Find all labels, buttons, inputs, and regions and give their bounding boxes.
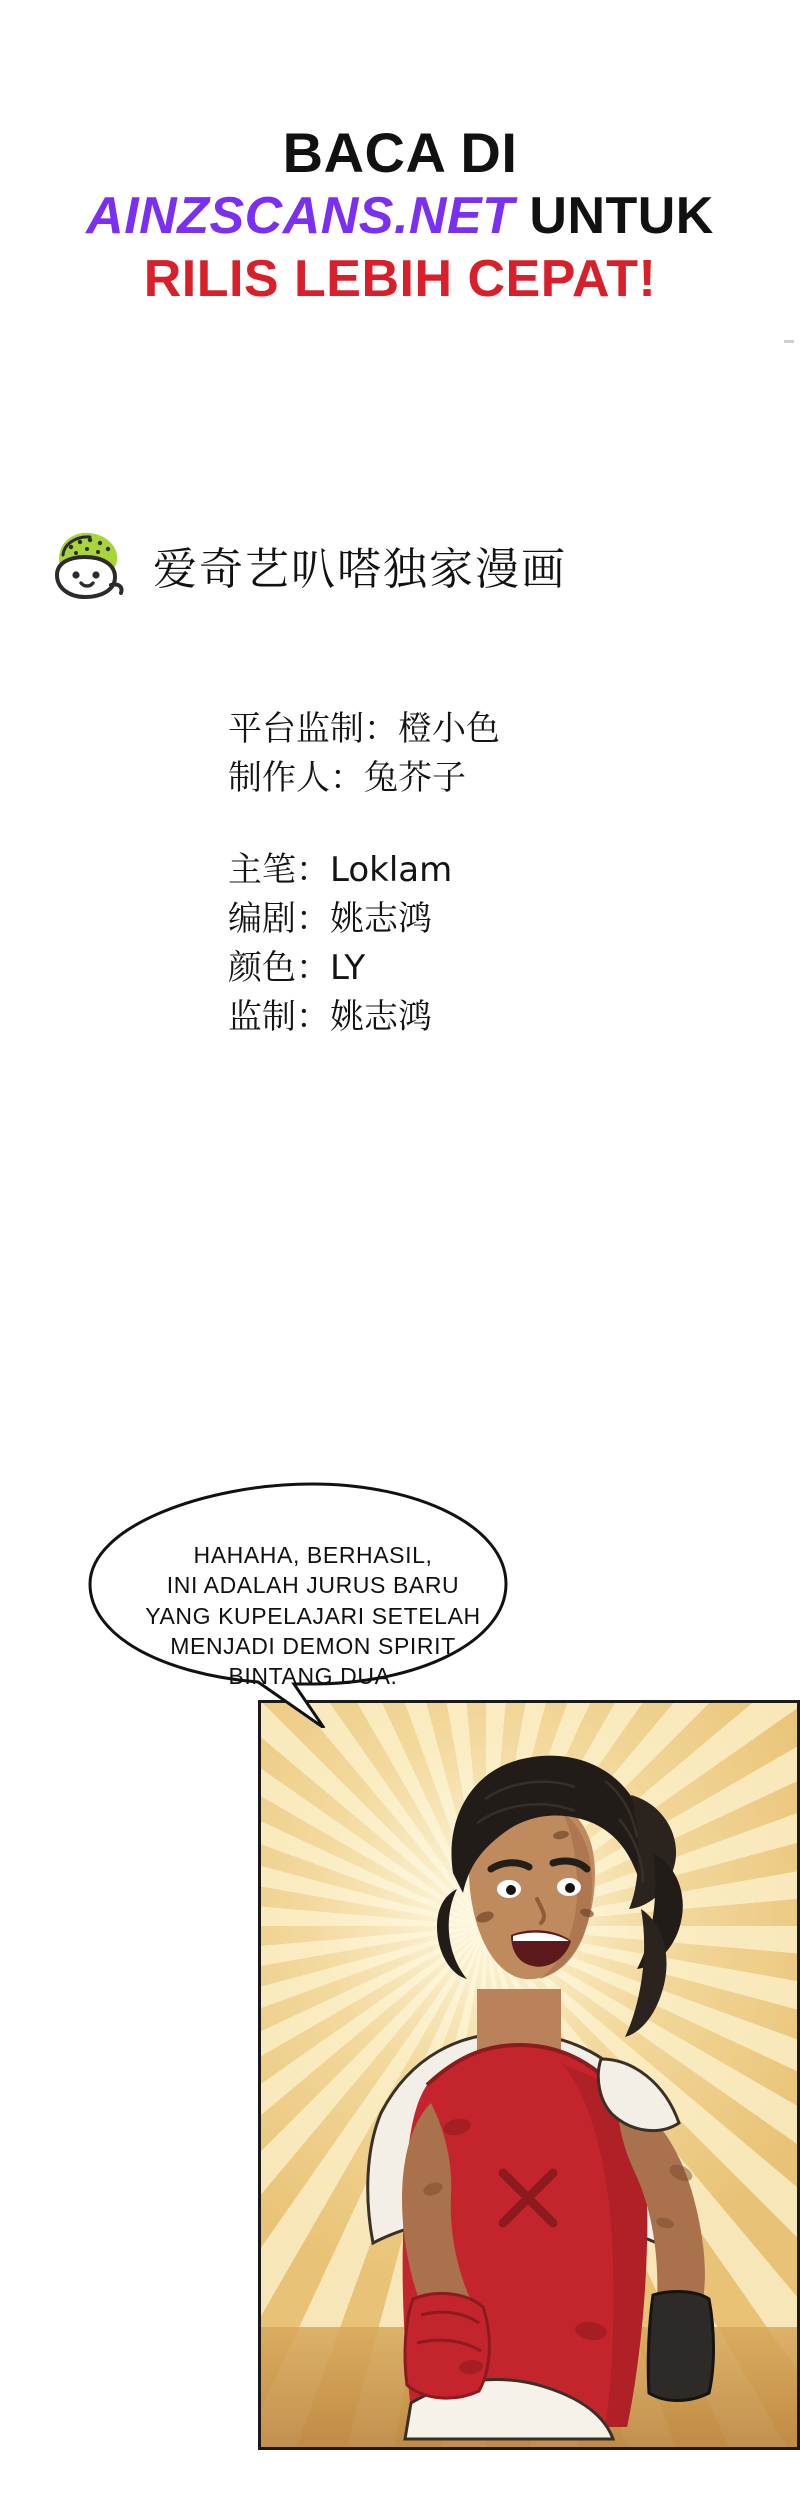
edge-artifact <box>784 340 794 343</box>
publisher-row <box>45 525 785 605</box>
comic-panel <box>258 1700 800 2450</box>
speech-bubble-text <box>122 1540 504 1692</box>
credit-line: 主笔：Loklam <box>228 849 453 890</box>
speech-bubble <box>62 1478 562 1728</box>
speech-line: MENJADI DEMON SPIRIT <box>170 1633 456 1660</box>
speech-line: YANG KUPELAJARI SETELAH <box>145 1602 481 1629</box>
character-artwork <box>261 1703 800 2450</box>
credits-block <box>228 705 748 1043</box>
banner-line-2 <box>0 186 800 247</box>
credit-line: 平台监制：橙小色 <box>228 709 500 749</box>
promo-banner <box>0 120 800 311</box>
publisher-name: 爱奇艺叭嗒独家漫画 <box>153 544 567 595</box>
credit-line: 制作人：兔芥子 <box>228 758 466 799</box>
banner-line-1: BACA DI <box>282 121 518 184</box>
banner-line-2-tail: UNTUK <box>514 187 714 246</box>
credit-line: 监制：姚志鸿 <box>228 997 432 1038</box>
credits-group-staff <box>228 846 748 1043</box>
speech-line: HAHAHA, BERHASIL, <box>193 1542 433 1568</box>
cat-mascot-icon <box>45 525 131 605</box>
speech-line: INI ADALAH JURUS BARU <box>166 1572 460 1599</box>
speech-line: BINTANG DUA. <box>228 1663 398 1690</box>
credit-line: 编剧：姚志鸿 <box>228 898 432 939</box>
banner-line-3: RILIS LEBIH CEPAT! <box>143 250 657 309</box>
credits-group-platform <box>228 705 748 804</box>
site-url-text: AINZSCANS.NET <box>86 187 515 246</box>
credit-line: 颜色：LY <box>228 948 366 989</box>
